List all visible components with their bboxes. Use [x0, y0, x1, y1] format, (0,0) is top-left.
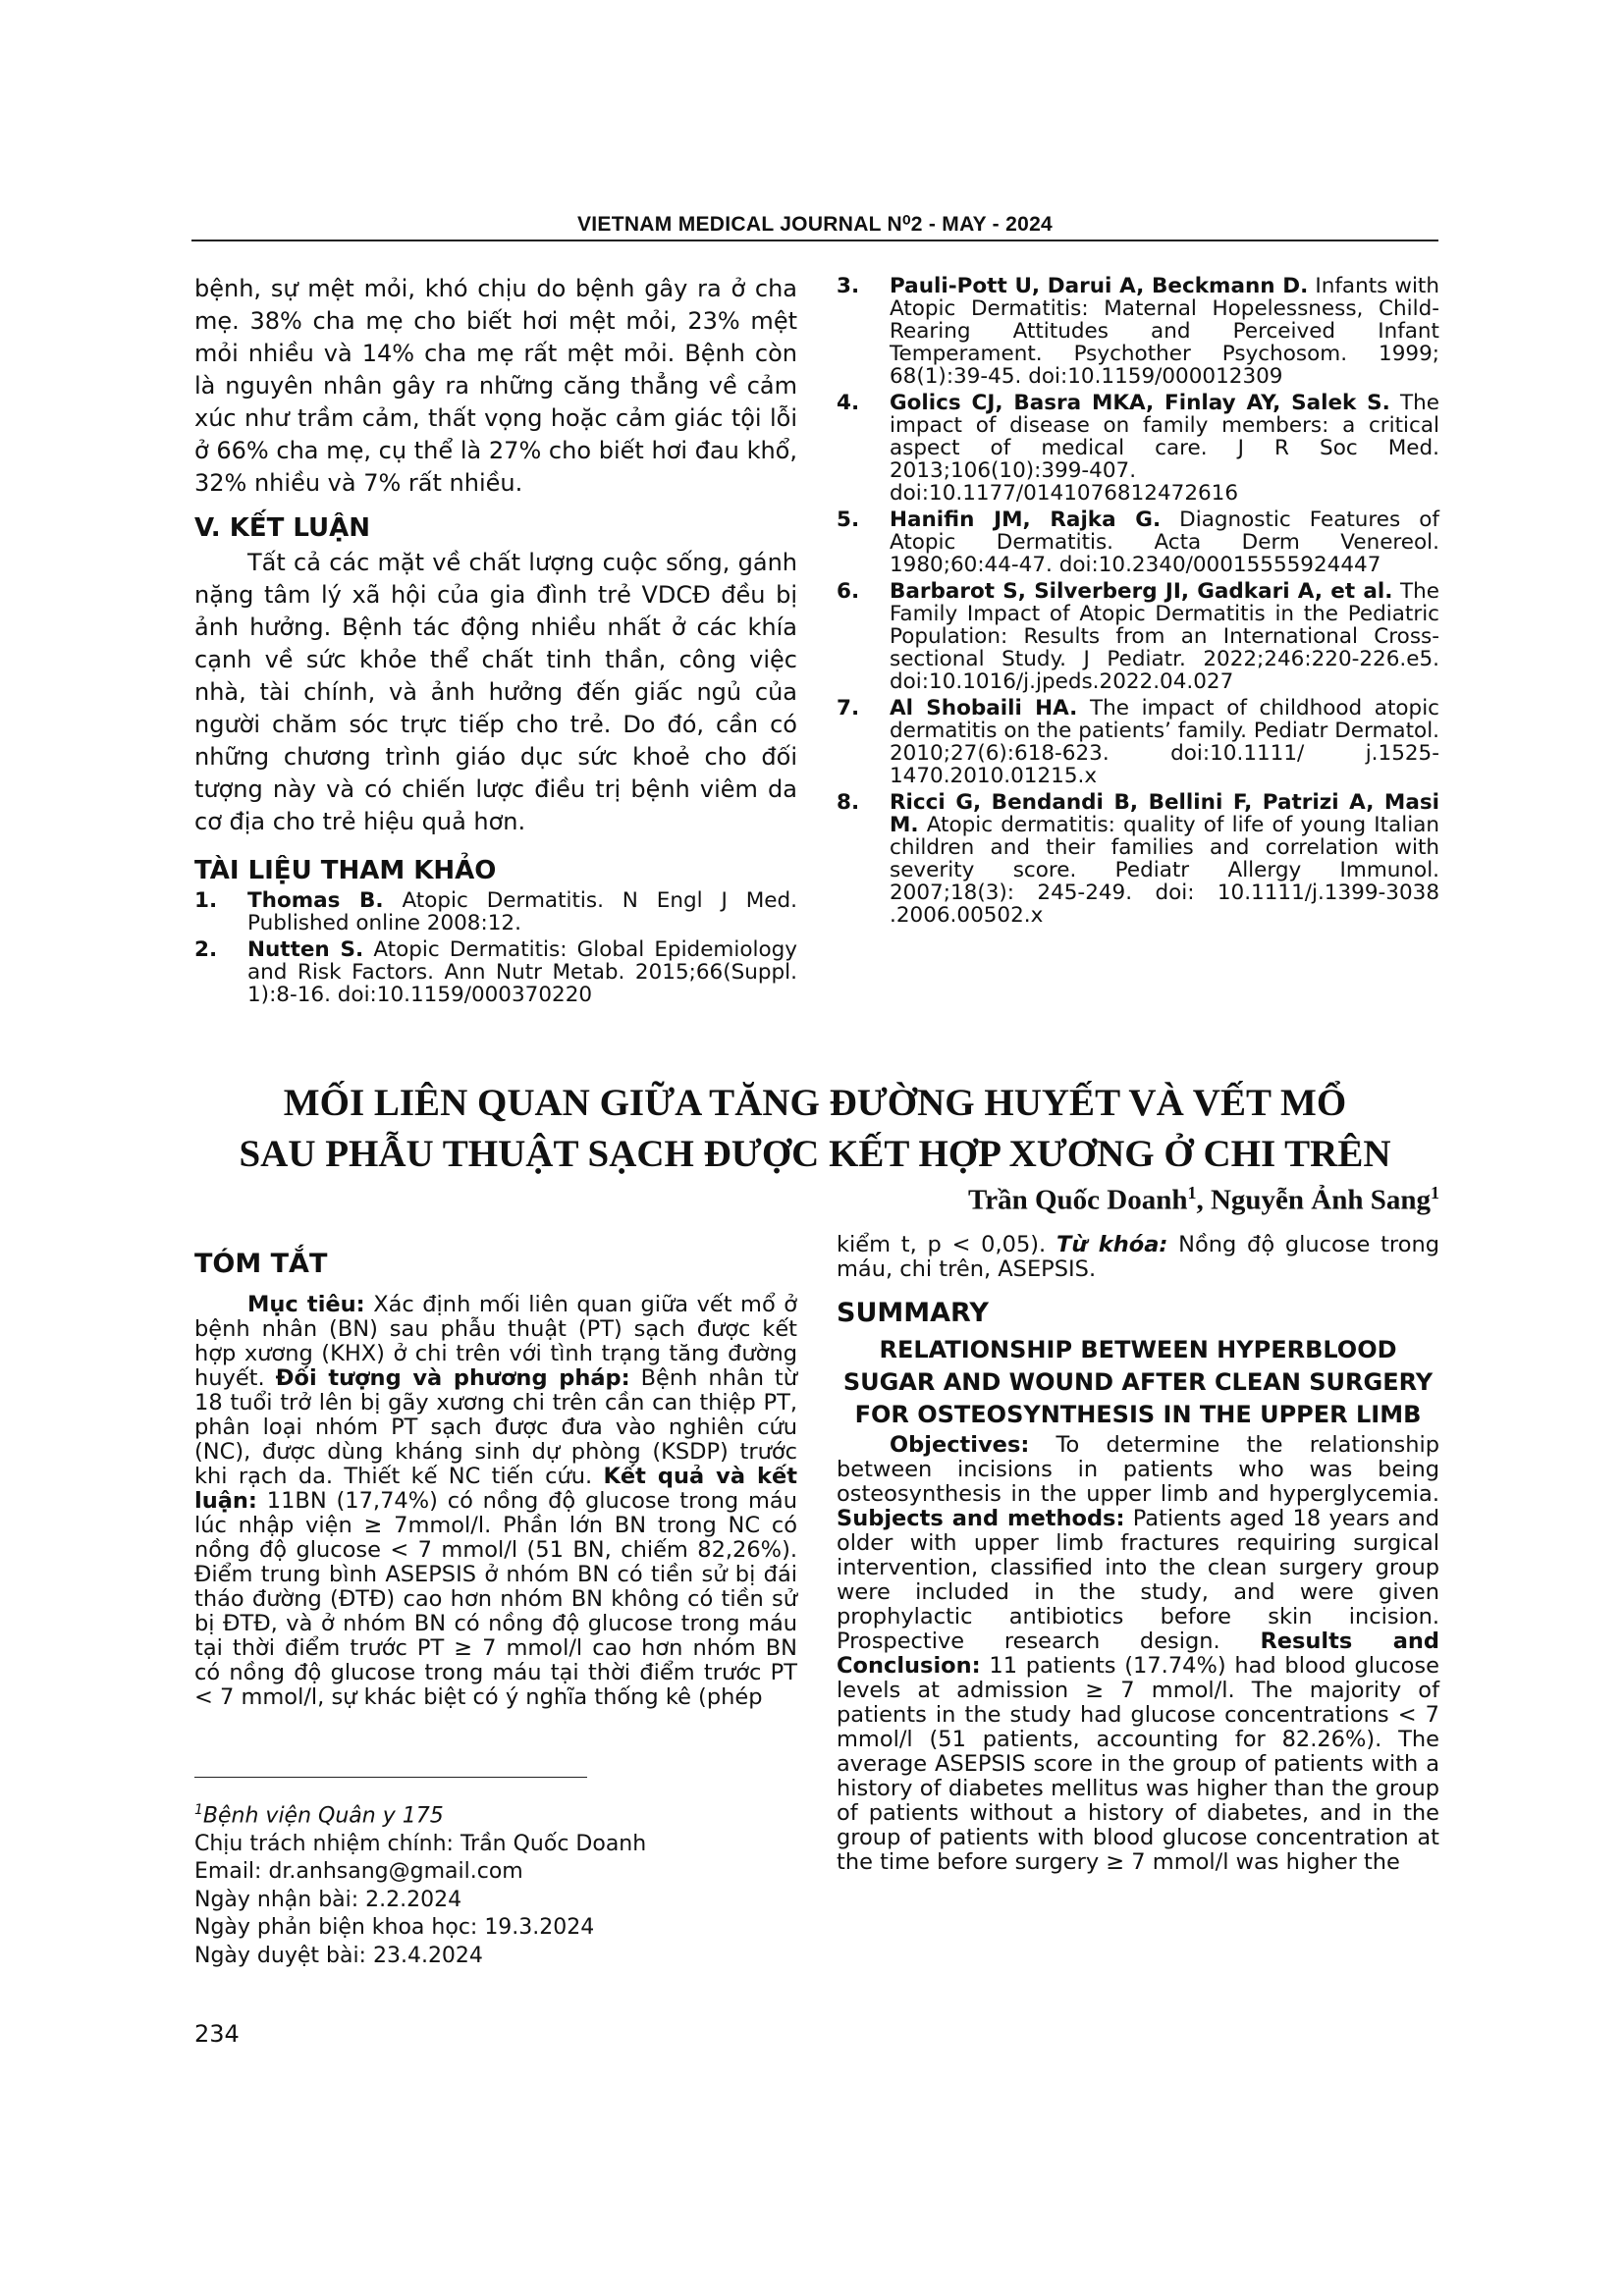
reference-item — [837, 275, 1439, 388]
reference-number: 1. — [194, 888, 218, 913]
author-separator: , — [1196, 1184, 1211, 1216]
affiliation-mark: 1 — [194, 1802, 203, 1818]
results-text: 11BN (17,74%) có nồng độ glucose trong máu lúc nhập viện ≥ 7mmol/l. Phần lớn BN trong NC có nồng độ glucose < 7 mmol/l (51 BN, chiếm 82,26%). Điểm trung bình ASEPSIS ở nhóm BN có tiền sử bị đái tháo đường (ĐTĐ) cao hơn nhóm BN không có tiền sử bị ĐTĐ, và ở nhóm BN có nồng độ glucose trong máu tại thời điểm trước PT ≥ 7 mmol/l cao hơn nhóm BN có nồng độ glucose trong máu tại thời điểm trước PT < 7 mmol/l, sự khác biệt có ý nghĩa thống kê (phép — [194, 1488, 797, 1710]
affiliation-text: Bệnh viện Quân y 175 — [202, 1803, 444, 1829]
subjects-methods-label: Subjects and methods: — [837, 1506, 1125, 1531]
reference-number: 6. — [837, 579, 860, 604]
abstract-vi-text — [194, 1293, 797, 1710]
methods-label: Đối tượng và phương pháp: — [275, 1365, 630, 1391]
reference-item — [837, 392, 1439, 505]
results-conclusion-label: Results and Conclusion: — [837, 1629, 1440, 1679]
abstract-en-text — [837, 1433, 1439, 1875]
page-number: 234 — [194, 2020, 240, 2048]
reference-text: Atopic dermatitis: quality of life of young Italian children and their families and correlation with severity score. Pediatr Allergy Immunol. 2007;18(3): 245-249. doi: 10.1111/j.1399-3038 .2006.00502.x — [890, 813, 1439, 928]
reference-number: 3. — [837, 274, 860, 298]
reference-item — [194, 889, 797, 934]
references-list-right — [837, 275, 1439, 927]
footnote-email: Email: dr.anhsang@gmail.com — [194, 1859, 523, 1885]
reference-item — [194, 938, 797, 1006]
footnotes — [194, 1796, 803, 1970]
conclusion-heading: V. KẾT LUẬN — [194, 513, 371, 543]
objectives-label: Objectives: — [890, 1432, 1030, 1458]
abstract-left-column — [194, 1235, 797, 1710]
reference-number: 4. — [837, 391, 860, 415]
prev-article-left-column — [194, 273, 797, 1010]
reference-text: Atopic Dermatitis. N Engl J Med. Published online 2008:12. — [247, 888, 797, 935]
results-conclusion-text: 11 patients (17.74%) had blood glucose levels at admission ≥ 7 mmol/l. The majority of patients in the study had glucose concentrations < 7 mmol/l (51 patients, accounting for 82.26%). The average ASEPSIS score in the group of patients with a history of diabetes mellitus was higher than the group of patients without a history of diabetes, and in the group of patients with blood glucose concentration at the time before surgery ≥ 7 mmol/l was higher the — [837, 1653, 1439, 1875]
reference-text: The impact of childhood atopic dermatitis on the patients’ family. Pediatr Dermatol. 2010;27(6):618-623. doi:10.1111/ j.1525-1470.2010.01215.x — [890, 696, 1440, 788]
footnote-rule — [194, 1777, 587, 1778]
reference-text: Diagnostic Features of Atopic Dermatitis. Acta Derm Venereol. 1980;60:44-47. doi:10.2340/00015555924447 — [890, 507, 1439, 577]
prev-article-right-column — [837, 275, 1439, 931]
reference-authors: Pauli-Pott U, Darui A, Beckmann D. — [890, 274, 1309, 298]
footnote-corresponding-author: Chịu trách nhiệm chính: Trần Quốc Doanh — [194, 1831, 647, 1856]
reference-authors: Nutten S. — [247, 937, 364, 962]
reference-item — [837, 697, 1439, 787]
objective-label: Mục tiêu: — [247, 1292, 365, 1317]
objectives-text: To determine the relationship between incisions in patients who was being osteosynthesis in the upper limb and hyperglycemia. — [837, 1432, 1439, 1507]
reference-authors: Al Shobaili HA. — [890, 696, 1078, 721]
article-authors — [968, 1183, 1439, 1217]
reference-text: Infants with Atopic Dermatitis: Maternal Hopelessness, Child-Rearing Attitudes and Perceived Infant Temperament. Psychother Psychosom. 1999; 68(1):39-45. doi:10.1159/000012309 — [890, 274, 1439, 389]
author-affiliation-mark: 1 — [1431, 1183, 1439, 1202]
reference-authors: Hanifin JM, Rajka G. — [890, 507, 1162, 532]
summary-heading: SUMMARY — [837, 1298, 989, 1328]
objective-text: Xác định mối liên quan giữa vết mổ ở bệnh nhân (BN) sau phẫu thuật (PT) sạch được kết hợp xương (KHX) ở chi trên với tình trạng tăng đường huyết. — [194, 1292, 798, 1391]
reference-authors: Golics CJ, Basra MKA, Finlay AY, Salek S. — [890, 391, 1390, 415]
reference-item — [837, 580, 1439, 693]
reference-number: 7. — [837, 696, 860, 721]
prev-article-paragraph: bệnh, sự mệt mỏi, khó chịu do bệnh gây ra ở cha mẹ. 38% cha mẹ cho biết hơi mệt mỏi, 23% mệt mỏi nhiều và 14% cha mẹ rất mệt mỏi. Bệnh còn là nguyên nhân gây ra những căng thẳng về cảm xúc như trầm cảm, thất vọng hoặc cảm giác tội lỗi ở 66% cha mẹ, cụ thể là 27% cho biết hơi đau khổ, 32% nhiều và 7% rất nhiều. — [194, 275, 797, 497]
footnote-affiliation — [194, 1796, 803, 1831]
keywords-label: Từ khóa: — [1056, 1232, 1168, 1257]
reference-authors: Thomas B. — [247, 888, 384, 913]
reference-text: Atopic Dermatitis: Global Epidemiology and Risk Factors. Ann Nutr Metab. 2015;66(Suppl. 1):8-16. doi:10.1159/000370220 — [247, 937, 797, 1007]
references-heading: TÀI LIỆU THAM KHẢO — [194, 856, 497, 885]
references-list-left — [194, 889, 797, 1006]
abstract-vi-heading: TÓM TẮT — [194, 1249, 328, 1279]
reference-authors: Ricci G, Bendandi B, Bellini F, Patrizi A, Masi M. — [890, 790, 1439, 837]
keywords-text: Nồng độ glucose trong máu, chi trên, ASEPSIS. — [837, 1232, 1439, 1282]
reference-number: 5. — [837, 507, 860, 532]
header-rule — [191, 240, 1438, 241]
reference-item — [837, 508, 1439, 576]
reference-number: 2. — [194, 937, 218, 962]
results-label: Kết quả và kết luận: — [194, 1464, 798, 1514]
reference-item — [837, 791, 1439, 927]
footnote-review-date: Ngày phản biện khoa học: 19.3.2024 — [194, 1915, 595, 1941]
article-title-line-2: SAU PHẪU THUẬT SẠCH ĐƯỢC KẾT HỢP XƯƠNG Ở CHI TRÊN — [239, 1133, 1391, 1175]
reference-number: 8. — [837, 790, 860, 815]
abstract-right-column — [837, 1233, 1439, 1875]
reference-text: The Family Impact of Atopic Dermatitis in the Pediatric Population: Results from an International Cross-sectional Study. J Pediatr. 2022;246:220-226.e5. doi:10.1016/j.jpeds.2022.04.027 — [890, 579, 1439, 694]
footnote-received-date: Ngày nhận bài: 2.2.2024 — [194, 1887, 462, 1912]
conclusion-text: Tất cả các mặt về chất lượng cuộc sống, gánh nặng tâm lý xã hội của gia đình trẻ VDCĐ đều bị ảnh hưởng. Bệnh tác động nhiều nhất ở các khía cạnh về sức khỏe thể chất tinh thần, công việc nhà, tài chính, và ảnh hưởng đến giấc ngủ của người chăm sóc trực tiếp cho trẻ. Do đó, cần có những chương trình giáo dục sức khoẻ cho đối tượng này và có chiến lược điều trị bệnh viêm da cơ địa cho trẻ hiệu quả hơn. — [194, 549, 797, 835]
author-name: Nguyễn Ảnh Sang — [1210, 1184, 1431, 1216]
author-name: Trần Quốc Doanh — [968, 1184, 1188, 1216]
footnote-accepted-date: Ngày duyệt bài: 23.4.2024 — [194, 1943, 483, 1968]
continued-text: kiểm t, p < 0,05). — [837, 1232, 1056, 1257]
reference-text: The impact of disease on family members: a critical aspect of medical care. J R Soc Med. 2013;106(10):399-407. doi:10.1177/0141076812472616 — [890, 391, 1440, 506]
author-affiliation-mark: 1 — [1187, 1183, 1197, 1202]
abstract-vi-continued — [837, 1233, 1439, 1282]
article-title-line-1: MỐI LIÊN QUAN GIỮA TĂNG ĐƯỜNG HUYẾT VÀ VẾT MỔ — [283, 1082, 1347, 1124]
subjects-methods-text: Patients aged 18 years and older with upper limb fractures requiring surgical intervention, classified into the clean surgery group were included in the study, and were given prophylactic antibiotics before skin incision. Prospective research design. — [837, 1506, 1439, 1654]
reference-authors: Barbarot S, Silverberg JI, Gadkari A, et al. — [890, 579, 1393, 604]
article-title — [191, 1078, 1438, 1180]
running-header: VIETNAM MEDICAL JOURNAL N⁰2 - MAY - 2024 — [576, 213, 1054, 236]
english-title: RELATIONSHIP BETWEEN HYPERBLOOD SUGAR AND WOUND AFTER CLEAN SURGERY FOR OSTEOSYNTHESIS IN THE UPPER LIMB — [842, 1336, 1434, 1428]
methods-text: Bệnh nhân từ 18 tuổi trở lên bị gãy xương chi trên cần can thiệp PT, phân loại nhóm PT sạch được đưa vào nghiên cứu (NC), được dùng kháng sinh dự phòng (KSDP) trước khi rạch da. Thiết kế NC tiến cứu. — [194, 1365, 798, 1489]
